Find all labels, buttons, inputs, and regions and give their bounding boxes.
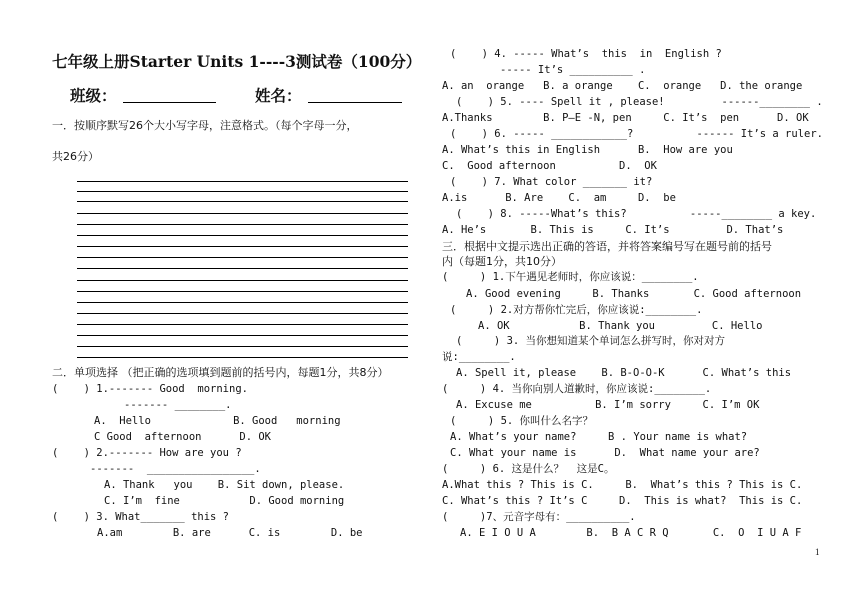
- writing-line[interactable]: [77, 224, 408, 225]
- writing-line[interactable]: [77, 213, 408, 214]
- question-stem: ( ) 4. 当你向别人道歉时，你应该说:________.: [442, 383, 712, 395]
- writing-line[interactable]: [77, 246, 408, 247]
- class-blank[interactable]: [123, 102, 216, 103]
- section2-heading: 二．单项选择 （把正确的选项填到题前的括号内，每题1分，共8分）: [52, 366, 389, 379]
- question-reply: ------- ________.: [124, 399, 232, 411]
- question-options: C Good afternoon D. OK: [94, 431, 272, 443]
- question-options: A. He’s B. This is C. It’s D. That’s: [442, 224, 784, 236]
- question-stem: ( ) 5. 你叫什么名字？: [450, 415, 594, 427]
- question-options: A. E I O U A B. B A C R Q C. O I U A F: [460, 527, 802, 539]
- writing-line[interactable]: [77, 313, 408, 314]
- question-reply: ------- _________________.: [90, 463, 261, 475]
- section3-heading: 三．根据中文提示选出正确的答语，并将答案编号写在题号前的括号: [442, 240, 772, 253]
- section3-heading-cont: 内（每题1分，共10分）: [442, 255, 562, 268]
- question-stem: ( ) 6. ----- ____________? ------ It’s a ruler.: [450, 128, 823, 140]
- writing-line[interactable]: [77, 201, 408, 202]
- question-options: A.Thanks B. P—E -N, pen C. It’s pen D. OK: [442, 112, 809, 124]
- question-options: A. Spell it, please B. B-O-O-K C. What’s this: [456, 367, 792, 379]
- question-options: A.is B. Are C. am D. be: [442, 192, 676, 204]
- question-stem: ( ) 5. ---- Spell it , please! ------________ .: [456, 96, 823, 108]
- writing-line[interactable]: [77, 335, 408, 336]
- writing-line[interactable]: [77, 291, 408, 292]
- name-blank[interactable]: [308, 102, 402, 103]
- section1-heading: 一．按顺序默写26个大小写字母，注意格式。（每个字母一分，: [52, 119, 358, 132]
- question-stem: ( ) 8. -----What’s this? -----________ a key.: [456, 208, 817, 220]
- question-stem: ( ) 2.对方帮你忙完后，你应该说:________.: [450, 304, 703, 316]
- writing-line[interactable]: [77, 324, 408, 325]
- writing-line[interactable]: [77, 302, 408, 303]
- page-title: 七年级上册Starter Units 1----3测试卷（100分）: [52, 52, 422, 71]
- question-options: A. Hello B. Good morning: [94, 415, 341, 427]
- question-stem-cont: 说:________.: [442, 351, 516, 363]
- writing-line[interactable]: [77, 235, 408, 236]
- question-stem: ( )7、元音字母有：__________.: [442, 511, 636, 523]
- writing-line[interactable]: [77, 257, 408, 258]
- question-options: A. Excuse me B. I’m sorry C. I’m OK: [456, 399, 760, 411]
- question-options: A. an orange B. a orange C. orange D. the orange: [442, 80, 803, 92]
- question-options: A. What’s your name? B . Your name is what?: [450, 431, 748, 443]
- writing-line[interactable]: [77, 280, 408, 281]
- question-stem: ( ) 4. ----- What’s this in English ?: [450, 48, 722, 60]
- question-options: C. I’m fine D. Good morning: [104, 495, 345, 507]
- writing-line[interactable]: [77, 181, 408, 182]
- question-reply: ----- It’s __________ .: [500, 64, 646, 76]
- question-options: C. What’s this ? It’s C D. This is what? This is C.: [442, 495, 803, 507]
- writing-line[interactable]: [77, 191, 408, 192]
- name-label: 姓名：: [255, 86, 302, 105]
- question-options: A.am B. are C. is D. be: [97, 527, 363, 539]
- question-options: A. Thank you B. Sit down, please.: [104, 479, 345, 491]
- question-stem: ( ) 3. 当你想知道某个单词怎么拼写时，你对对方: [456, 335, 726, 347]
- question-options: C. Good afternoon D. OK: [442, 160, 657, 172]
- question-stem: ( ) 3. What_______ this ?: [52, 511, 230, 523]
- question-options: A. What’s this in English B. How are you: [442, 144, 733, 156]
- question-stem: ( ) 1.------- Good morning.: [52, 383, 248, 395]
- writing-line[interactable]: [77, 357, 408, 358]
- question-options: A.What this ? This is C. B. What’s this ? This is C.: [442, 479, 803, 491]
- question-options: C. What your name is D. What name your are?: [450, 447, 760, 459]
- question-stem: ( ) 7. What color _______ it?: [450, 176, 653, 188]
- question-stem: ( ) 1.下午遇见老师时，你应该说：________.: [442, 271, 699, 283]
- page-number: 1: [815, 547, 820, 557]
- writing-line[interactable]: [77, 346, 408, 347]
- section1-heading-cont: 共26分）: [52, 150, 99, 163]
- question-options: A. OK B. Thank you C. Hello: [478, 320, 763, 332]
- question-stem: ( ) 6. 这是什么？ 这是C。: [442, 463, 615, 475]
- class-label: 班级：: [70, 86, 117, 105]
- writing-line[interactable]: [77, 268, 408, 269]
- question-options: A. Good evening B. Thanks C. Good afternoon: [466, 288, 802, 300]
- question-stem: ( ) 2.------- How are you ?: [52, 447, 242, 459]
